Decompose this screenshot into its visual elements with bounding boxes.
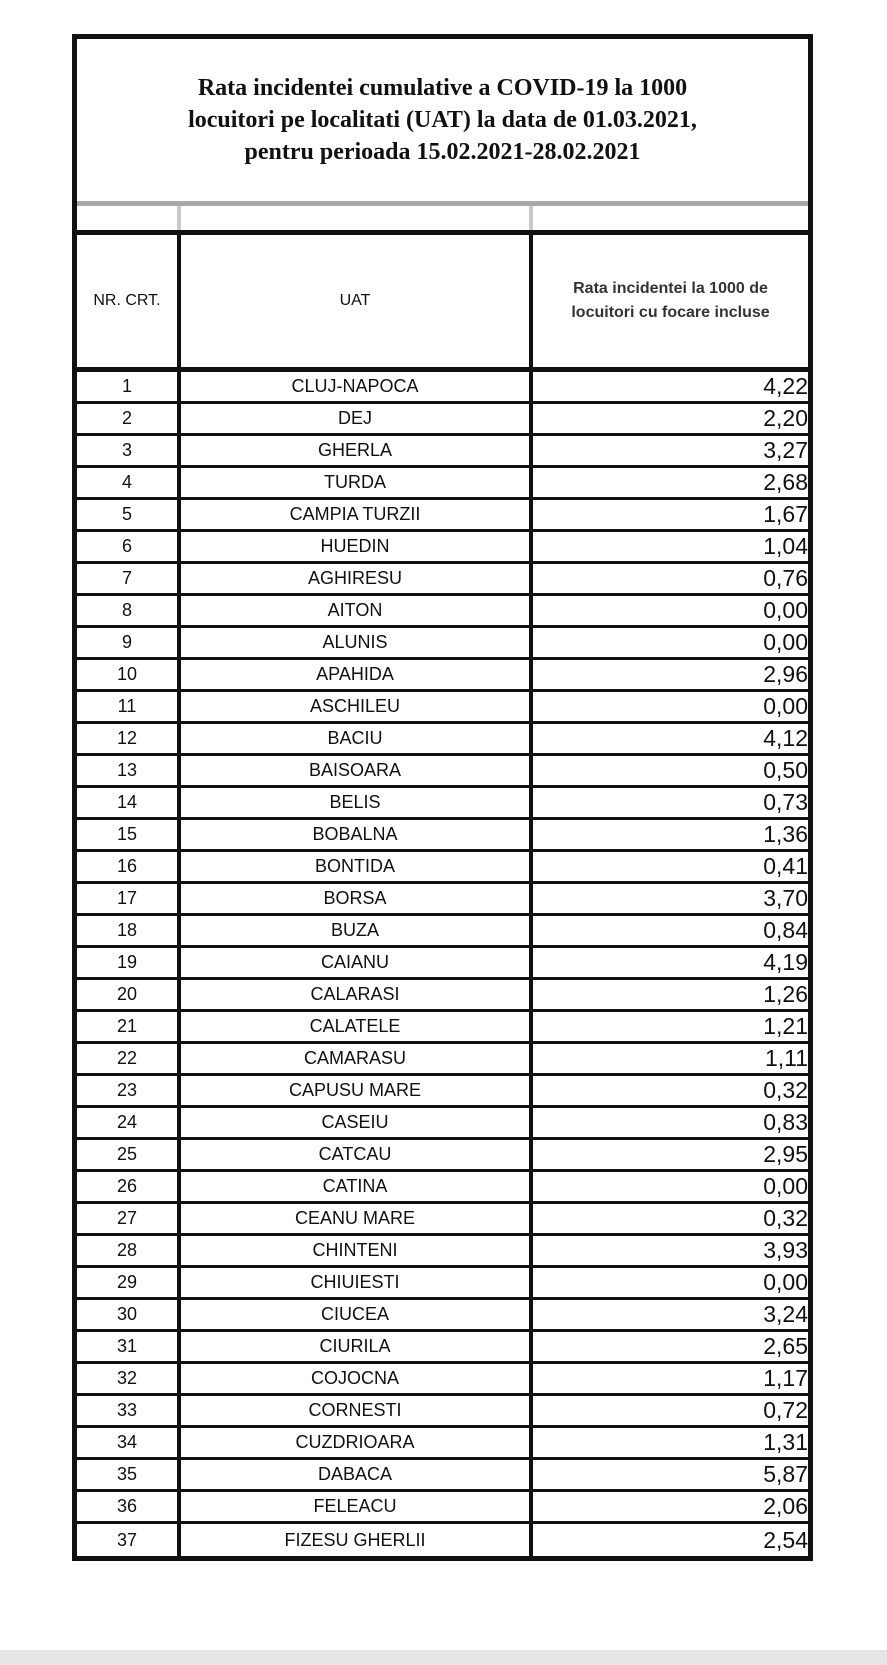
cell-rate: 2,54	[763, 1526, 808, 1553]
cell-uat: CAIANU	[181, 948, 533, 977]
viewer-bottom-bar	[0, 1650, 887, 1665]
table-spacer-row	[77, 206, 808, 235]
table-row	[77, 564, 808, 596]
cell-rate: 4,12	[763, 725, 808, 751]
table-row	[77, 468, 808, 500]
table-row	[77, 372, 808, 404]
cell-nr: 20	[77, 980, 181, 1009]
cell-rate: 4,22	[763, 373, 808, 399]
cell-rate: 0,00	[763, 693, 808, 719]
cell-nr: 9	[77, 628, 181, 657]
cell-uat: CEANU MARE	[181, 1204, 533, 1233]
cell-rate: 0,00	[763, 1269, 808, 1295]
cell-uat: CAMPIA TURZII	[181, 500, 533, 529]
cell-rate: 1,26	[763, 981, 808, 1007]
cell-rate: 0,32	[763, 1205, 808, 1231]
cell-uat: CAPUSU MARE	[181, 1076, 533, 1105]
cell-uat: AITON	[181, 596, 533, 625]
table-row	[77, 1492, 808, 1524]
cell-nr: 4	[77, 468, 181, 497]
cell-nr: 21	[77, 1012, 181, 1041]
table-row	[77, 1396, 808, 1428]
page-title	[103, 72, 783, 168]
cell-rate: 1,36	[763, 821, 808, 847]
cell-uat: GHERLA	[181, 436, 533, 465]
cell-uat: HUEDIN	[181, 532, 533, 561]
cell-nr: 31	[77, 1332, 181, 1361]
cell-rate: 3,70	[763, 885, 808, 911]
cell-nr: 7	[77, 564, 181, 593]
cell-nr: 12	[77, 724, 181, 753]
cell-nr: 2	[77, 404, 181, 433]
cell-rate: 0,41	[763, 853, 808, 879]
table-header-row	[77, 235, 808, 372]
cell-uat: COJOCNA	[181, 1364, 533, 1393]
cell-uat: CHIUIESTI	[181, 1268, 533, 1297]
column-header-nr: NR. CRT.	[77, 235, 181, 367]
cell-rate: 0,76	[763, 565, 808, 591]
cell-uat: CATCAU	[181, 1140, 533, 1169]
cell-rate: 2,96	[763, 661, 808, 687]
cell-nr: 10	[77, 660, 181, 689]
cell-rate: 1,17	[763, 1365, 808, 1391]
cell-rate: 0,32	[763, 1077, 808, 1103]
cell-uat: FIZESU GHERLII	[181, 1524, 533, 1556]
table-row	[77, 404, 808, 436]
table-row	[77, 820, 808, 852]
cell-uat: BACIU	[181, 724, 533, 753]
spacer-cell-nr	[77, 206, 181, 230]
cell-uat: DABACA	[181, 1460, 533, 1489]
cell-nr: 5	[77, 500, 181, 529]
column-header-uat: UAT	[181, 235, 533, 367]
cell-uat: CALARASI	[181, 980, 533, 1009]
table-row	[77, 1524, 808, 1556]
cell-rate: 1,21	[763, 1013, 808, 1039]
cell-uat: ASCHILEU	[181, 692, 533, 721]
cell-rate: 0,84	[763, 917, 808, 943]
cell-rate: 5,87	[763, 1461, 808, 1487]
table-row	[77, 596, 808, 628]
table-row	[77, 1332, 808, 1364]
cell-rate: 2,20	[763, 405, 808, 431]
cell-rate: 0,00	[763, 597, 808, 623]
table-row	[77, 1204, 808, 1236]
cell-rate: 3,24	[763, 1301, 808, 1327]
table-row	[77, 980, 808, 1012]
table-row	[77, 916, 808, 948]
cell-rate: 2,65	[763, 1333, 808, 1359]
cell-uat: BELIS	[181, 788, 533, 817]
column-header-rate: Rata incidentei la 1000 de locuitori cu focare incluse	[571, 280, 770, 321]
table-row	[77, 1300, 808, 1332]
cell-nr: 17	[77, 884, 181, 913]
cell-uat: BUZA	[181, 916, 533, 945]
cell-rate: 1,11	[764, 1045, 808, 1071]
cell-rate: 1,04	[763, 533, 808, 559]
cell-nr: 34	[77, 1428, 181, 1457]
cell-rate: 0,73	[763, 789, 808, 815]
cell-rate: 0,00	[763, 629, 808, 655]
cell-uat: TURDA	[181, 468, 533, 497]
table-row	[77, 1236, 808, 1268]
cell-rate: 3,27	[763, 437, 808, 463]
cell-uat: CIUCEA	[181, 1300, 533, 1329]
cell-nr: 22	[77, 1044, 181, 1073]
table-row	[77, 660, 808, 692]
cell-uat: BAISOARA	[181, 756, 533, 785]
cell-uat: CUZDRIOARA	[181, 1428, 533, 1457]
cell-uat: CHINTENI	[181, 1236, 533, 1265]
cell-rate: 2,06	[763, 1493, 808, 1519]
cell-uat: FELEACU	[181, 1492, 533, 1521]
table-body	[77, 372, 808, 1556]
cell-rate: 0,72	[763, 1397, 808, 1423]
cell-nr: 11	[77, 692, 181, 721]
cell-rate: 1,31	[763, 1429, 808, 1455]
title-box	[77, 39, 808, 206]
cell-nr: 6	[77, 532, 181, 561]
spacer-cell-uat	[181, 206, 533, 230]
table-row	[77, 884, 808, 916]
cell-rate: 2,68	[763, 469, 808, 495]
cell-rate: 1,67	[763, 501, 808, 527]
cell-nr: 19	[77, 948, 181, 977]
table-row	[77, 1364, 808, 1396]
title-line-1: Rata incidentei cumulative a COVID-19 la 1000	[197, 75, 688, 101]
cell-nr: 37	[77, 1524, 181, 1556]
cell-rate: 3,93	[763, 1237, 808, 1263]
cell-uat: CALATELE	[181, 1012, 533, 1041]
cell-nr: 16	[77, 852, 181, 881]
cell-nr: 36	[77, 1492, 181, 1521]
cell-nr: 29	[77, 1268, 181, 1297]
title-line-2: locuitori pe localitati (UAT) la data de 01.03.2021,	[188, 107, 697, 133]
cell-nr: 15	[77, 820, 181, 849]
table-row	[77, 1076, 808, 1108]
table-row	[77, 948, 808, 980]
cell-nr: 30	[77, 1300, 181, 1329]
cell-nr: 28	[77, 1236, 181, 1265]
table-row	[77, 756, 808, 788]
cell-rate: 0,83	[763, 1109, 808, 1135]
table-row	[77, 628, 808, 660]
cell-rate: 4,19	[763, 949, 808, 975]
cell-uat: CIURILA	[181, 1332, 533, 1361]
cell-nr: 13	[77, 756, 181, 785]
cell-nr: 24	[77, 1108, 181, 1137]
table-row	[77, 852, 808, 884]
cell-nr: 26	[77, 1172, 181, 1201]
table-row	[77, 1012, 808, 1044]
table-row	[77, 1140, 808, 1172]
spacer-cell-rate	[533, 206, 808, 230]
table-row	[77, 1268, 808, 1300]
incidence-table-document	[72, 34, 813, 1561]
cell-nr: 27	[77, 1204, 181, 1233]
cell-uat: AGHIRESU	[181, 564, 533, 593]
cell-uat: BOBALNA	[181, 820, 533, 849]
table-row	[77, 1460, 808, 1492]
table-row	[77, 692, 808, 724]
cell-uat: CLUJ-NAPOCA	[181, 372, 533, 401]
cell-uat: DEJ	[181, 404, 533, 433]
title-line-3: pentru perioada 15.02.2021-28.02.2021	[244, 139, 641, 165]
cell-nr: 18	[77, 916, 181, 945]
table-row	[77, 1044, 808, 1076]
cell-uat: CASEIU	[181, 1108, 533, 1137]
cell-uat: BONTIDA	[181, 852, 533, 881]
table-row	[77, 436, 808, 468]
table-row	[77, 500, 808, 532]
cell-nr: 1	[77, 372, 181, 401]
cell-rate: 0,50	[763, 757, 808, 783]
cell-rate: 2,95	[763, 1141, 808, 1167]
cell-uat: CORNESTI	[181, 1396, 533, 1425]
cell-uat: CATINA	[181, 1172, 533, 1201]
table-row	[77, 788, 808, 820]
cell-rate: 0,00	[763, 1173, 808, 1199]
cell-uat: BORSA	[181, 884, 533, 913]
cell-uat: APAHIDA	[181, 660, 533, 689]
table-row	[77, 1428, 808, 1460]
table-row	[77, 1108, 808, 1140]
cell-uat: ALUNIS	[181, 628, 533, 657]
cell-uat: CAMARASU	[181, 1044, 533, 1073]
cell-nr: 35	[77, 1460, 181, 1489]
cell-nr: 23	[77, 1076, 181, 1105]
cell-nr: 32	[77, 1364, 181, 1393]
cell-nr: 14	[77, 788, 181, 817]
table-row	[77, 1172, 808, 1204]
cell-nr: 25	[77, 1140, 181, 1169]
cell-nr: 33	[77, 1396, 181, 1425]
cell-nr: 8	[77, 596, 181, 625]
table-row	[77, 532, 808, 564]
table-row	[77, 724, 808, 756]
cell-nr: 3	[77, 436, 181, 465]
